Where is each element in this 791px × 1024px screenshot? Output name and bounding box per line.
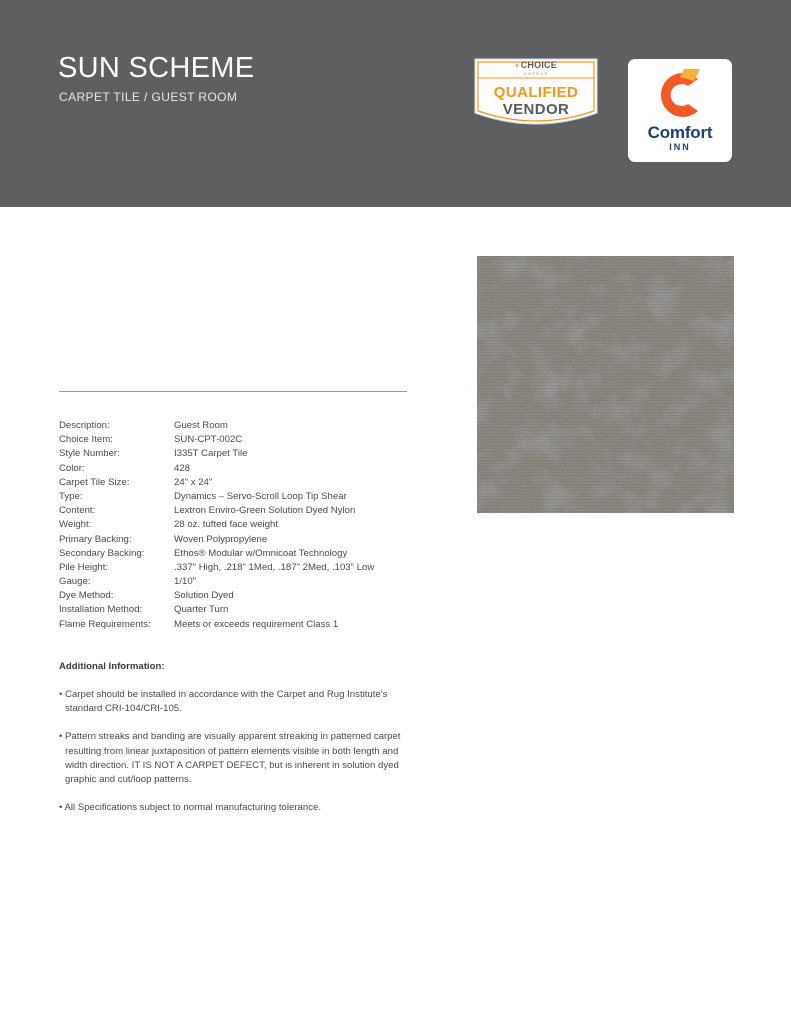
additional-info-heading: Additional Information: bbox=[59, 661, 165, 672]
note-item: • Pattern streaks and banding are visually apparent streaking in patterned carpet resulting from linear juxtaposition of pattern elements visible in both length and width direction. IT IS NOT A CARPET DEFECT, but is inherent in solution dyed graphic and cut/loop patterns. bbox=[59, 731, 401, 786]
spec-row bbox=[59, 618, 419, 632]
spec-row bbox=[59, 504, 419, 518]
spec-row bbox=[59, 490, 419, 504]
spec-row bbox=[59, 575, 419, 589]
comfort-c-icon bbox=[654, 67, 706, 123]
spec-row bbox=[59, 533, 419, 547]
spec-row bbox=[59, 433, 419, 447]
spec-label: Color: bbox=[59, 462, 85, 474]
spec-row bbox=[59, 462, 419, 476]
spec-row bbox=[59, 419, 419, 433]
spec-row bbox=[59, 589, 419, 603]
choice-hotels-logo bbox=[472, 60, 600, 70]
spec-label: Gauge: bbox=[59, 576, 91, 588]
spec-value: 28 oz. tufted face weight bbox=[174, 519, 278, 531]
section-divider bbox=[59, 391, 407, 392]
badge-vendor-text: VENDOR bbox=[502, 101, 570, 118]
spec-label: Installation Method: bbox=[59, 604, 143, 616]
note-item: • Carpet should be installed in accordance with the Carpet and Rug Institute's standard CRI-104/CRI-105. bbox=[59, 689, 388, 715]
spec-value: Ethos® Modular w/Omnicoat Technology bbox=[174, 547, 348, 559]
page-subtitle: CARPET TILE / GUEST ROOM bbox=[59, 90, 238, 104]
choice-brand-text: CHOICE bbox=[520, 60, 557, 70]
spec-value: 428 bbox=[174, 462, 191, 474]
header-banner bbox=[0, 0, 791, 207]
page-title: SUN SCHEME bbox=[58, 52, 255, 84]
spec-value: Dynamics – Servo-Scroll Loop Tip Shear bbox=[174, 490, 347, 502]
spec-label: Weight: bbox=[59, 519, 92, 531]
spec-label: Type: bbox=[59, 490, 83, 502]
choice-hotels-subtext: HOTELS bbox=[523, 71, 549, 76]
spec-value: Quarter Turn bbox=[174, 604, 229, 616]
spec-value: I335T Carpet Tile bbox=[174, 448, 248, 460]
spec-value: SUN-CPT-002C bbox=[174, 434, 243, 446]
spec-value: Lextron Enviro-Green Solution Dyed Nylon bbox=[174, 505, 356, 517]
spec-label: Pile Height: bbox=[59, 561, 109, 573]
spec-label: Primary Backing: bbox=[59, 533, 132, 545]
spec-value: 1/10" bbox=[174, 576, 197, 588]
spec-label: Secondary Backing: bbox=[59, 547, 145, 559]
spec-label: Dye Method: bbox=[59, 590, 114, 602]
spec-value: Solution Dyed bbox=[174, 590, 234, 602]
spec-label: Choice Item: bbox=[59, 434, 113, 446]
comfort-inn-logo bbox=[628, 59, 732, 162]
spec-row bbox=[59, 476, 419, 490]
spec-value: 24" x 24" bbox=[174, 476, 213, 488]
spec-value: Meets or exceeds requirement Class 1 bbox=[174, 618, 339, 630]
specifications-list bbox=[59, 419, 419, 632]
spec-row bbox=[59, 547, 419, 561]
spec-row bbox=[59, 518, 419, 532]
qualified-vendor-badge bbox=[472, 57, 600, 129]
additional-info-notes bbox=[59, 688, 409, 829]
spec-label: Content: bbox=[59, 505, 96, 517]
spec-label: Description: bbox=[59, 420, 110, 431]
spec-label: Carpet Tile Size: bbox=[59, 476, 130, 488]
choice-mark-icon: ◐ bbox=[515, 60, 521, 70]
spec-row bbox=[59, 561, 419, 575]
spec-row bbox=[59, 603, 419, 617]
spec-label: Style Number: bbox=[59, 448, 120, 460]
comfort-wordmark: Comfort bbox=[647, 123, 713, 142]
spec-row bbox=[59, 447, 419, 461]
spec-value: .337" High, .218" 1Med, .187" 2Med, .103" Low bbox=[174, 561, 375, 573]
spec-value: Woven Polypropylene bbox=[174, 533, 268, 545]
spec-value: Guest Room bbox=[174, 420, 228, 431]
note-item: • All Specifications subject to normal manufacturing tolerance. bbox=[59, 802, 321, 814]
spec-label: Flame Requirements: bbox=[59, 618, 151, 630]
badge-qualified-text: QUALIFIED bbox=[493, 84, 579, 101]
carpet-swatch-image bbox=[477, 256, 734, 513]
inn-wordmark: INN bbox=[669, 142, 691, 152]
